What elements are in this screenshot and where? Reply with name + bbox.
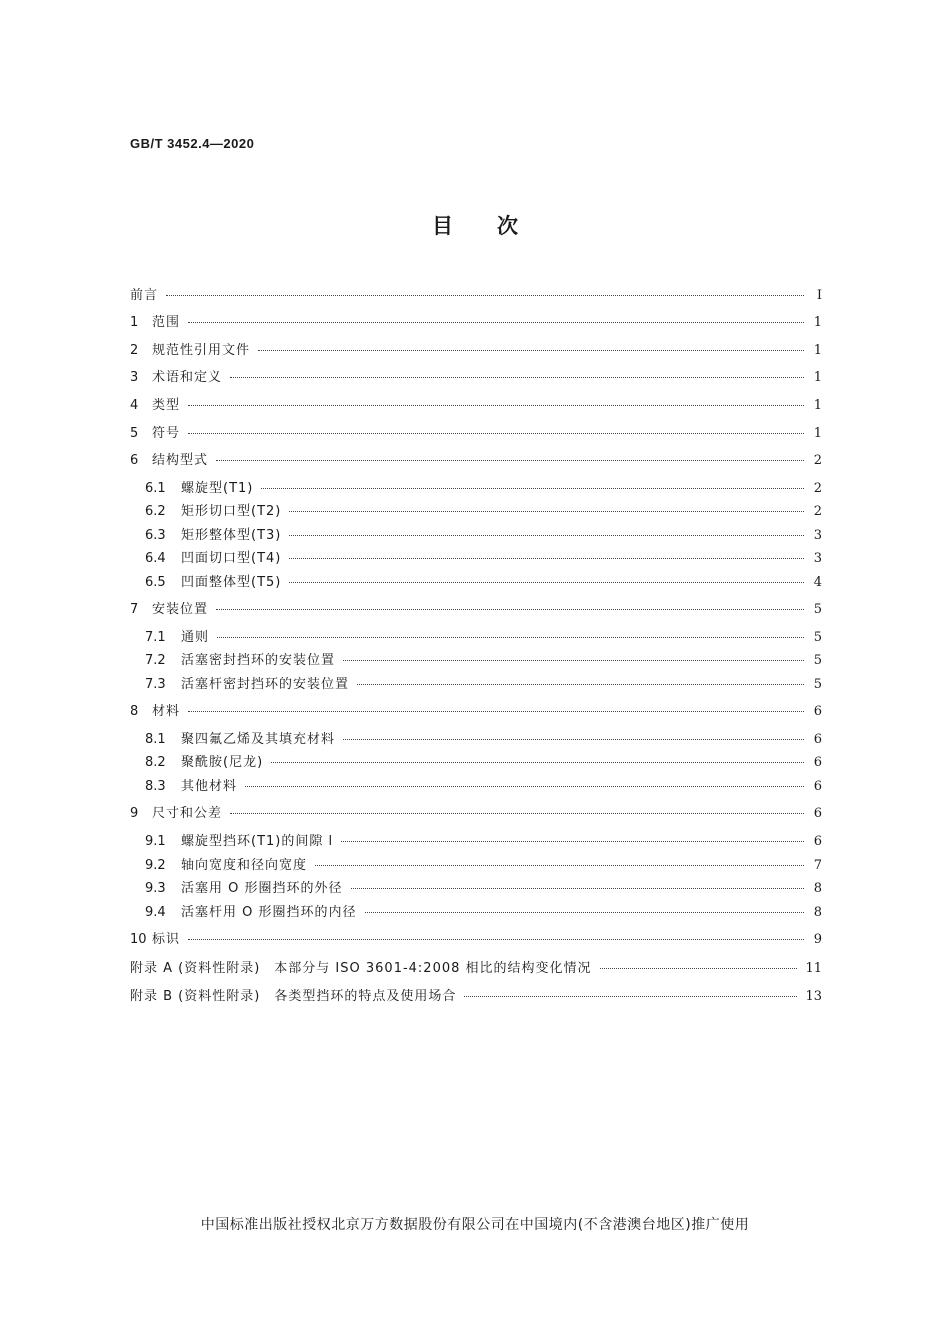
toc-entry-number: 6 bbox=[130, 453, 139, 468]
toc-entry-number: 7 bbox=[130, 602, 139, 617]
toc-leader-dots bbox=[188, 711, 804, 712]
toc-page-number: Ⅰ bbox=[816, 288, 822, 303]
toc-entry-title: 附录 A (资料性附录) 本部分与 ISO 3601-4:2008 相比的结构变化情况 bbox=[130, 961, 592, 976]
toc-leader-dots bbox=[289, 558, 804, 559]
toc-leader-dots bbox=[289, 535, 804, 536]
toc-entry-title: 活塞杆用 O 形圈挡环的内径 bbox=[181, 905, 357, 920]
toc-leader-dots bbox=[245, 786, 804, 787]
toc-leader-dots bbox=[230, 813, 804, 814]
toc-leader-dots bbox=[188, 322, 804, 323]
toc-entry-number: 4 bbox=[130, 398, 139, 413]
toc-page-number: 5 bbox=[813, 677, 822, 692]
toc-entry-number: 8.1 bbox=[145, 732, 166, 747]
toc-page-number: 3 bbox=[813, 551, 822, 566]
toc-entry[interactable] bbox=[130, 315, 822, 331]
toc-entry-number: 3 bbox=[130, 370, 139, 385]
toc-entry-number: 8.2 bbox=[145, 755, 166, 770]
toc-entry[interactable] bbox=[145, 630, 822, 646]
toc-page-number: 6 bbox=[813, 732, 822, 747]
toc-leader-dots bbox=[357, 684, 804, 685]
toc-leader-dots bbox=[216, 460, 804, 461]
toc-entry-title: 符号 bbox=[152, 426, 181, 441]
toc-leader-dots bbox=[271, 762, 804, 763]
toc-entry-title: 标识 bbox=[152, 932, 181, 947]
toc-entry[interactable] bbox=[130, 453, 822, 469]
toc-entry-number: 5 bbox=[130, 426, 139, 441]
toc-entry-number: 7.3 bbox=[145, 677, 166, 692]
toc-entry-number: 7.2 bbox=[145, 653, 166, 668]
toc-leader-dots bbox=[188, 939, 804, 940]
toc-leader-dots bbox=[258, 350, 804, 351]
toc-page-number: 2 bbox=[813, 504, 822, 519]
toc-page-number: 1 bbox=[813, 398, 822, 413]
toc-entry-title: 活塞杆密封挡环的安装位置 bbox=[181, 677, 350, 692]
toc-entry[interactable] bbox=[145, 905, 822, 921]
toc-entry-number: 9.2 bbox=[145, 858, 166, 873]
toc-page-number: 2 bbox=[813, 453, 822, 468]
toc-entry[interactable] bbox=[145, 481, 822, 497]
toc-page-number: 2 bbox=[813, 481, 822, 496]
toc-leader-dots bbox=[188, 405, 804, 406]
toc-entry-title: 规范性引用文件 bbox=[152, 343, 251, 358]
toc-entry-number: 6.1 bbox=[145, 481, 166, 496]
toc-page-number: 6 bbox=[813, 806, 822, 821]
toc-entry[interactable] bbox=[145, 528, 822, 544]
toc-entry[interactable] bbox=[145, 732, 822, 748]
toc-entry[interactable] bbox=[145, 779, 822, 795]
toc-entry-title: 通则 bbox=[181, 630, 210, 645]
toc-page-number: 6 bbox=[813, 755, 822, 770]
toc-entry-title: 活塞用 O 形圈挡环的外径 bbox=[181, 881, 343, 896]
toc-leader-dots bbox=[261, 488, 804, 489]
toc-entry-title: 结构型式 bbox=[152, 453, 209, 468]
toc-entry[interactable] bbox=[130, 932, 822, 948]
toc-leader-dots bbox=[289, 511, 804, 512]
toc-page-number: 3 bbox=[813, 528, 822, 543]
toc-page-number: 4 bbox=[813, 575, 822, 590]
toc-leader-dots bbox=[315, 865, 804, 866]
toc-entry[interactable] bbox=[145, 881, 822, 897]
toc-entry[interactable] bbox=[130, 806, 822, 822]
toc-page-number: 7 bbox=[813, 858, 822, 873]
toc-entry-number: 8.3 bbox=[145, 779, 166, 794]
toc-entry-title: 轴向宽度和径向宽度 bbox=[181, 858, 308, 873]
toc-entry[interactable] bbox=[130, 288, 822, 304]
toc-entry-number: 7.1 bbox=[145, 630, 166, 645]
toc-leader-dots bbox=[230, 377, 804, 378]
toc-entry-number: 2 bbox=[130, 343, 139, 358]
toc-leader-dots bbox=[351, 888, 805, 889]
toc-entry-title: 安装位置 bbox=[152, 602, 209, 617]
toc-entry[interactable] bbox=[145, 504, 822, 520]
toc-entry[interactable] bbox=[130, 398, 822, 414]
toc-page-number: 6 bbox=[813, 834, 822, 849]
page-title: 目次 bbox=[432, 214, 562, 238]
toc-entry-title: 凹面切口型(T4) bbox=[181, 551, 282, 566]
document-code: GB/T 3452.4—2020 bbox=[130, 136, 255, 151]
toc-page-number: 9 bbox=[813, 932, 822, 947]
toc-entry-title: 前言 bbox=[130, 288, 159, 303]
toc-entry[interactable] bbox=[145, 575, 822, 591]
toc-entry-number: 6.3 bbox=[145, 528, 166, 543]
toc-entry-title: 螺旋型(T1) bbox=[181, 481, 254, 496]
toc-entry[interactable] bbox=[145, 551, 822, 567]
toc-entry-title: 术语和定义 bbox=[152, 370, 223, 385]
toc-entry-number: 9.4 bbox=[145, 905, 166, 920]
toc-page-number: 8 bbox=[813, 881, 822, 896]
toc-leader-dots bbox=[217, 637, 804, 638]
toc-entry[interactable] bbox=[145, 834, 822, 850]
toc-page-number: 6 bbox=[813, 704, 822, 719]
toc-entry[interactable] bbox=[130, 989, 822, 1005]
toc-entry-number: 10 bbox=[130, 932, 147, 947]
toc-entry-title: 范围 bbox=[152, 315, 181, 330]
toc-leader-dots bbox=[216, 609, 804, 610]
toc-entry-title: 尺寸和公差 bbox=[152, 806, 223, 821]
toc-page-number: 8 bbox=[813, 905, 822, 920]
toc-entry[interactable] bbox=[145, 677, 822, 693]
toc-entry[interactable] bbox=[130, 343, 822, 359]
toc-leader-dots bbox=[341, 841, 804, 842]
toc-entry[interactable] bbox=[130, 961, 822, 977]
toc-entry-number: 1 bbox=[130, 315, 139, 330]
toc-leader-dots bbox=[365, 912, 805, 913]
toc-entry[interactable] bbox=[145, 858, 822, 874]
toc-entry-number: 9.3 bbox=[145, 881, 166, 896]
toc-leader-dots bbox=[188, 433, 804, 434]
toc-entry-number: 6.4 bbox=[145, 551, 166, 566]
toc-entry[interactable] bbox=[130, 426, 822, 442]
toc-entry-title: 聚四氟乙烯及其填充材料 bbox=[181, 732, 336, 747]
toc-leader-dots bbox=[464, 996, 797, 997]
toc-leader-dots bbox=[289, 582, 804, 583]
toc-entry-title: 螺旋型挡环(T1)的间隙 l bbox=[181, 834, 334, 849]
table-of-contents bbox=[130, 0, 822, 1343]
toc-entry-title: 矩形整体型(T3) bbox=[181, 528, 282, 543]
toc-page-number: 1 bbox=[813, 370, 822, 385]
toc-page-number: 5 bbox=[813, 602, 822, 617]
toc-entry-number: 6.2 bbox=[145, 504, 166, 519]
toc-leader-dots bbox=[600, 968, 798, 969]
toc-leader-dots bbox=[166, 295, 804, 296]
page-footer: 中国标准出版社授权北京万方数据股份有限公司在中国境内(不含港澳台地区)推广使用 bbox=[200, 1217, 750, 1233]
toc-page-number: 1 bbox=[813, 426, 822, 441]
toc-entry-title: 材料 bbox=[152, 704, 181, 719]
toc-page-number: 13 bbox=[805, 989, 822, 1004]
toc-page-number: 1 bbox=[813, 315, 822, 330]
toc-entry-title: 活塞密封挡环的安装位置 bbox=[181, 653, 336, 668]
toc-entry[interactable] bbox=[130, 602, 822, 618]
toc-page-number: 1 bbox=[813, 343, 822, 358]
toc-page-number: 5 bbox=[813, 653, 822, 668]
toc-entry[interactable] bbox=[145, 755, 822, 771]
toc-leader-dots bbox=[343, 660, 804, 661]
toc-entry-number: 6.5 bbox=[145, 575, 166, 590]
toc-entry-number: 9 bbox=[130, 806, 139, 821]
toc-page-number: 11 bbox=[805, 961, 822, 976]
toc-entry-title: 聚酰胺(尼龙) bbox=[181, 755, 264, 770]
toc-entry-number: 8 bbox=[130, 704, 139, 719]
toc-entry-title: 类型 bbox=[152, 398, 181, 413]
toc-entry[interactable] bbox=[130, 704, 822, 720]
toc-entry-title: 凹面整体型(T5) bbox=[181, 575, 282, 590]
toc-leader-dots bbox=[343, 739, 804, 740]
toc-entry[interactable] bbox=[130, 370, 822, 386]
toc-entry-number: 9.1 bbox=[145, 834, 166, 849]
toc-page-number: 5 bbox=[813, 630, 822, 645]
toc-entry-title: 其他材料 bbox=[181, 779, 238, 794]
toc-entry[interactable] bbox=[145, 653, 822, 669]
toc-entry-title: 附录 B (资料性附录) 各类型挡环的特点及使用场合 bbox=[130, 989, 457, 1004]
toc-entry-title: 矩形切口型(T2) bbox=[181, 504, 282, 519]
toc-page-number: 6 bbox=[813, 779, 822, 794]
